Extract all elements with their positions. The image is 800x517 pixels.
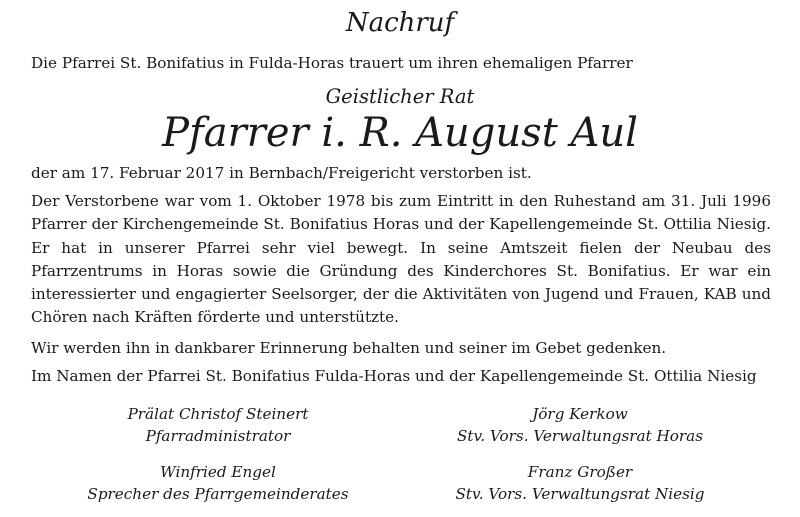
signatory-role: Stv. Vors. Verwaltungsrat Horas [456,427,704,445]
notice-heading: Nachruf [345,8,455,38]
signatory-block [48,461,388,505]
notice-intro: Die Pfarrei St. Bonifatius in Fulda-Horas trauert um ihren ehemaligen Pfarrer [31,54,633,72]
signatory-role: Pfarradministrator [145,427,291,445]
signatory-block [410,461,750,505]
signatory-name: Franz Großer [527,463,633,481]
signatory-block [410,403,750,447]
honorary-title: Geistlicher Rat [325,85,475,108]
remembrance-statement: Wir werden ihn in dankbarer Erinnerung behalten und seiner im Gebet gedenken. [31,339,667,357]
biography-paragraph: Der Verstorbene war vom 1. Oktober 1978 bis zum Eintritt in den Ruhestand am 31. Juli 1996 Pfarrer der Kirchengemeinde St. Bonifatius Horas und der Kapellengemeinde St. Ottilia Niesig. Er hat in unserer Pfarrei sehr viel bewegt. In seine Amtszeit fielen der Neubau des Pfarrzentrums in Horas sowie die Gründung des Kinderchores St. Bonifatius. Er war ein interessierter und engagierter Seelsorger, der die Aktivitäten von Jugend und Frauen, KAB und Chören nach Kräften förderte und unterstützte. [31,192,771,327]
signatory-name: Prälat Christof Steinert [127,405,309,423]
signatory-role: Stv. Vors. Verwaltungsrat Niesig [455,485,705,503]
signatory-name: Jörg Kerkow [532,405,628,423]
death-statement: der am 17. Februar 2017 in Bernbach/Freigericht verstorben ist. [31,164,532,182]
signatory-role: Sprecher des Pfarrgemeinderates [87,485,349,503]
signatory-name: Winfried Engel [160,463,276,481]
signatory-block [48,403,388,447]
on-behalf-statement: Im Namen der Pfarrei St. Bonifatius Fulda-Horas und der Kapellengemeinde St. Ottilia Niesig [31,367,757,385]
deceased-name: Pfarrer i. R. August Aul [162,110,638,156]
